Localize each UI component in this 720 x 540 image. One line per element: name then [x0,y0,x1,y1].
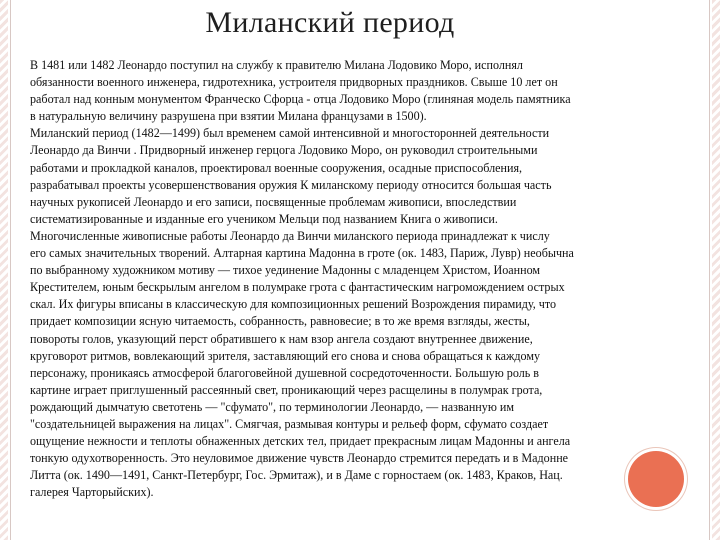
slide-body-text: В 1481 или 1482 Леонардо поступил на службу к правителю Милана Лодовико Моро, исполнял обязанности военного инженера, гидротехника, устроителя придворных праздников. Свыше 10 лет он работал над конным монументом Франческо Сфорца - отца Лодовико Моро (глиняная модель памятника в натуральную величину разрушена при взятии Милана французами в 1500). Миланский период (1482—1499) был временем самой интенсивной и многосторонней деятельности Леонардо да Винчи . Придворный инженер герцога Лодовико Моро, он руководил строительными работами и прокладкой каналов, проектировал военные сооружения, осадные приспособления, разрабатывал проекты усовершенствования оружия К миланскому периоду относится большая часть научных рукописей Леонардо и его записи, посвященные проблемам живописи, впоследствии систематизированные и изданные его учеником Мельци под названием Книга о живописи. Многочисленные живописные работы Леонардо да Винчи миланского периода принадлежат к числу его самых значительных творений. Алтарная картина Мадонна в гроте (ок. 1483, Париж, Лувр) необычна по выбранному художником мотиву — тихое уединение Мадонны с младенцем Христом, Иоанном Крестителем, юным бескрылым ангелом в полумраке грота с фантастическим нагромождением острых скал. Их фигуры вписаны в классическую для композиционных решений Возрождения пирамиду, что придает композиции ясную читаемость, собранность, равновесие; в то же время взгляды, жесты, повороты голов, указующий перст обратившего к нам взор ангела создают внутреннее движение, круговорот ритмов, вовлекающий зрителя, заставляющий его снова и снова обращаться к каждому персонажу, проникаясь атмосферой благоговейной душевной сосредоточенности. Большую роль в картине играет приглушенный рассеянный свет, проникающий через расщелины в полумрак грота, рождающий дымчатую светотень — "сфумато", по терминологии Леонардо, — названную им "создательницей выражения на лицах". Смягчая, размывая контуры и рельеф форм, сфумато создает ощущение нежности и теплоты обнаженных детских тел, придает прекрасным лицам Мадонны и ангела тонкую одухотворенность. Это неуловимое движение чувств Леонардо стремится передать и в Мадонне Литта (ок. 1490—1491, Санкт-Петербург, Гос. Эрмитаж), и в Даме с горностаем (ок. 1483, Краков, Нац. галерея Чарторыйских). [30,58,574,500]
frame-line-right [709,0,710,540]
frame-line-left [10,0,11,540]
decorative-border-left [0,0,8,540]
decorative-circle [628,451,684,507]
slide-title: Миланский период [205,6,455,39]
decorative-border-right [712,0,720,540]
